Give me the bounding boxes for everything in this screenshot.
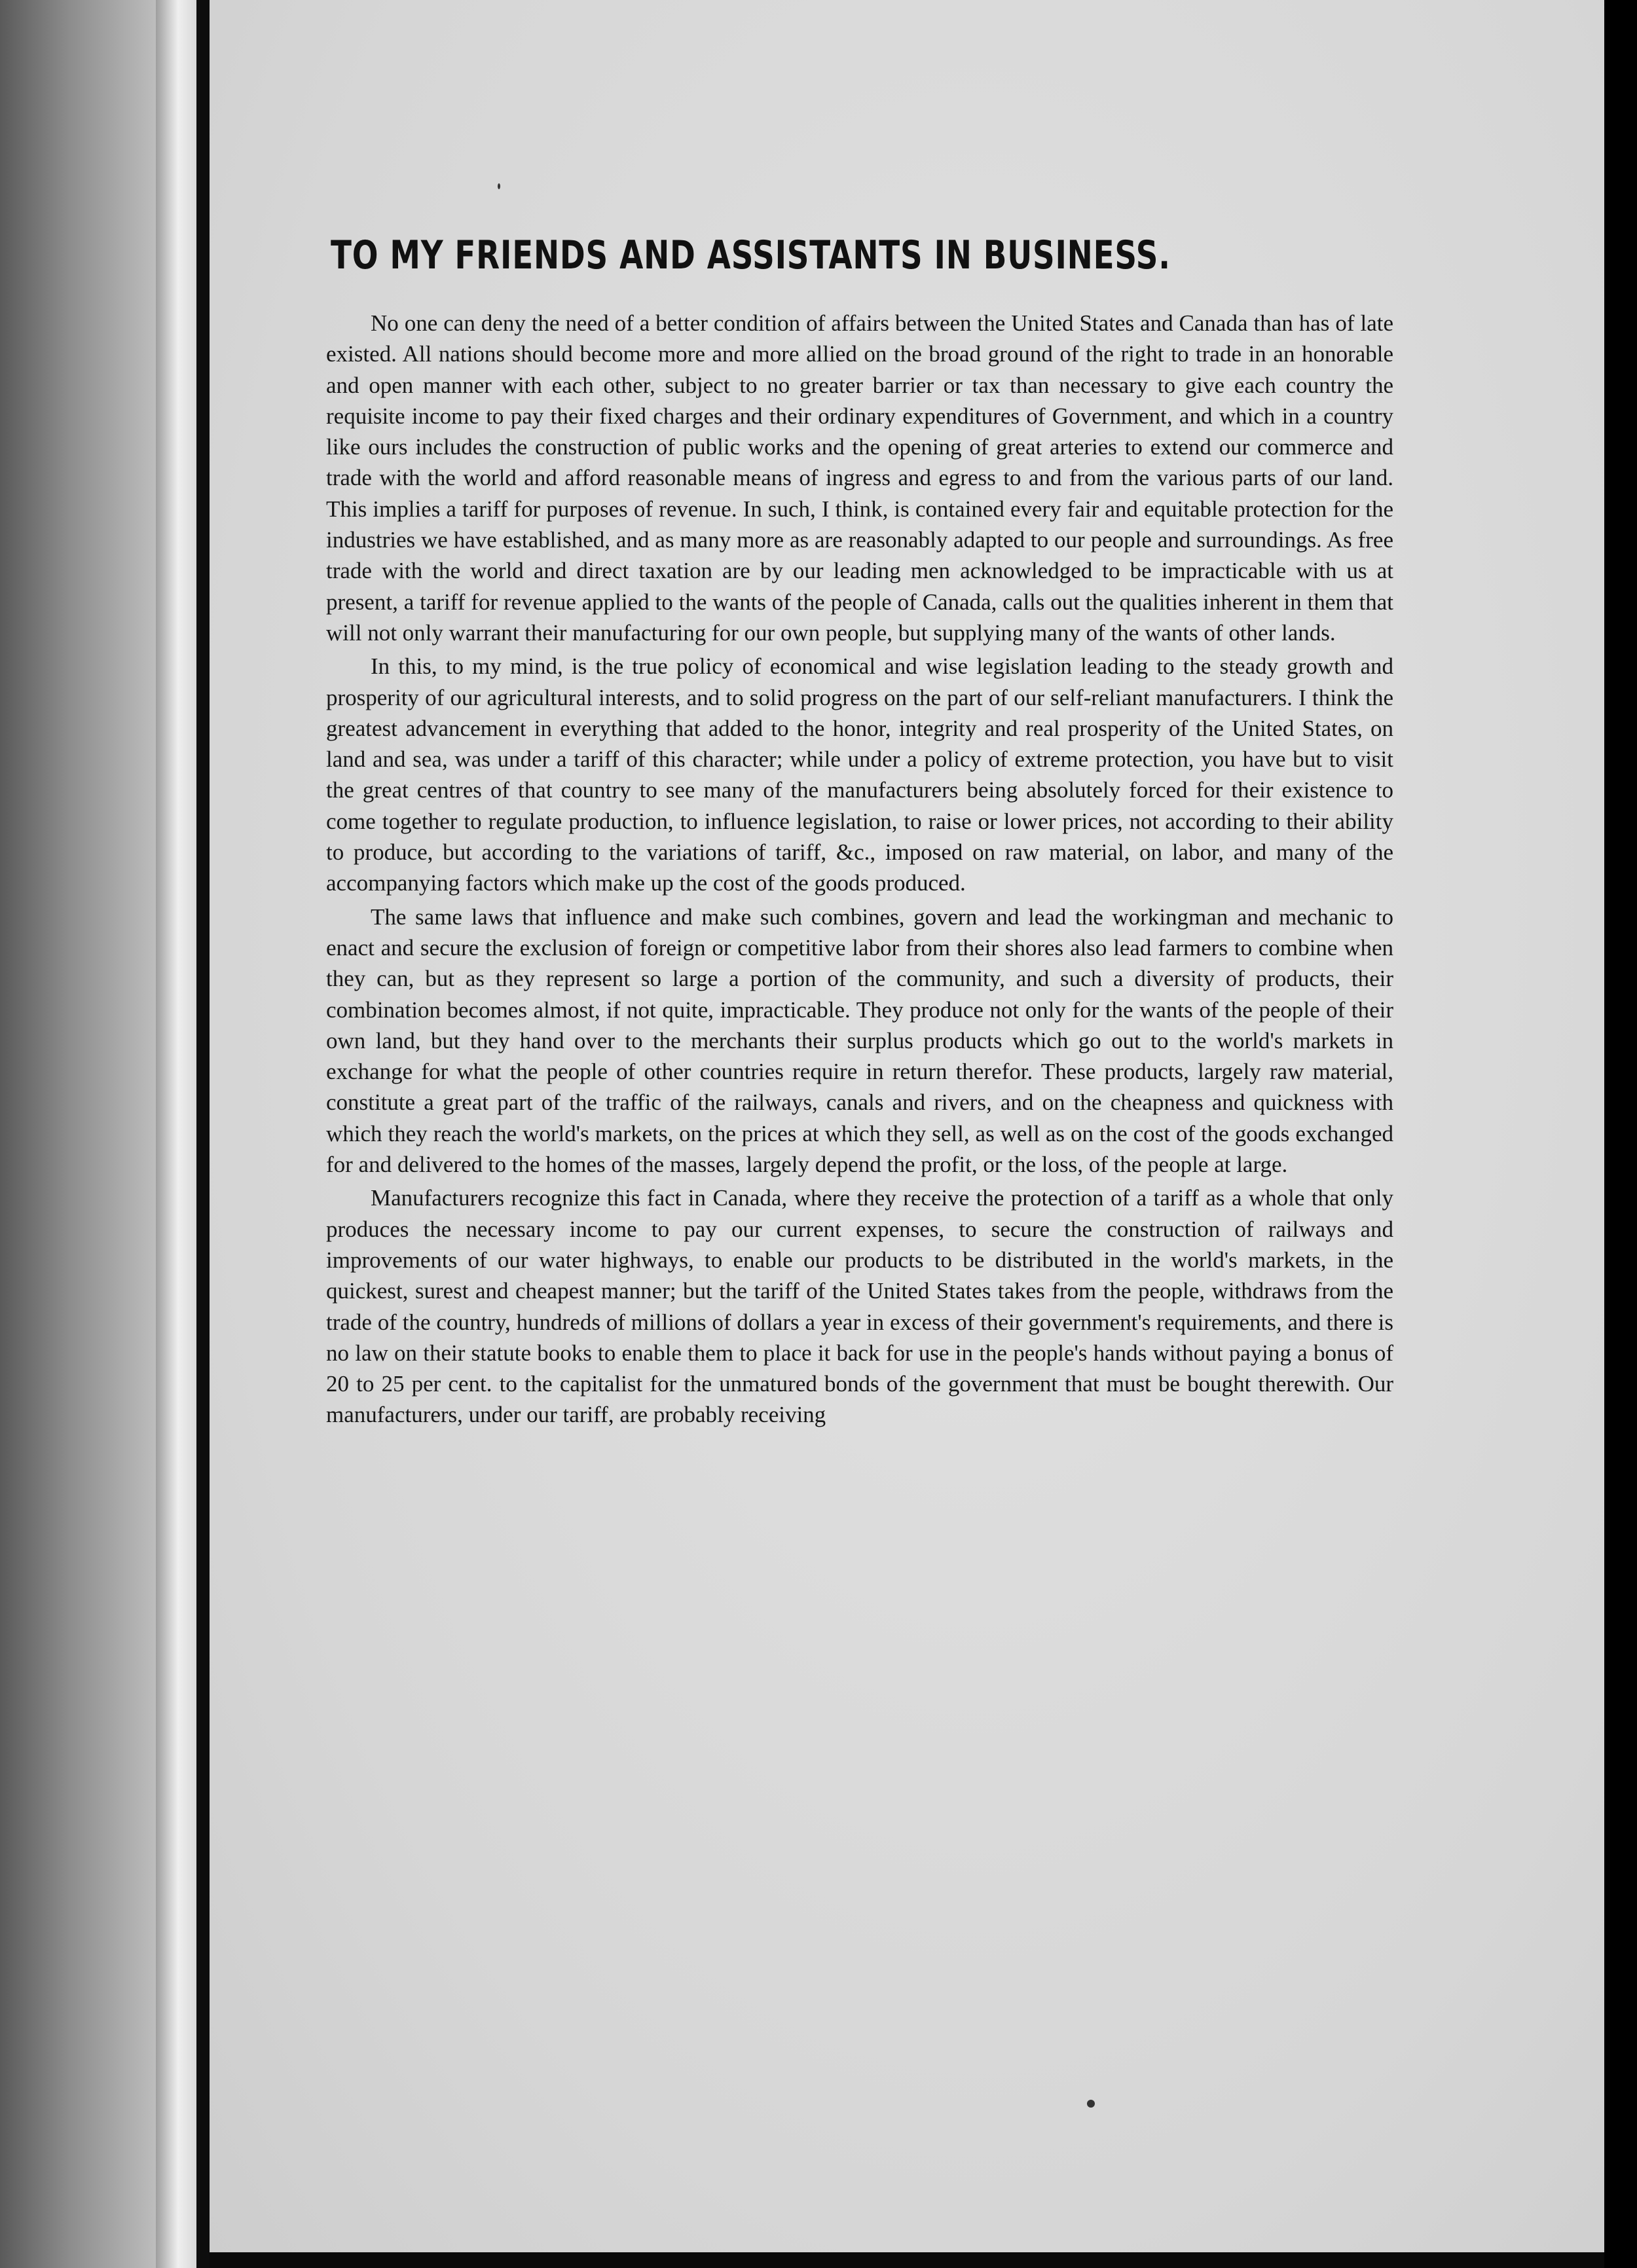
right-scan-edge <box>1604 0 1637 2268</box>
book-spine <box>156 0 196 2268</box>
document-page <box>210 0 1604 2252</box>
body-text <box>326 308 1393 1431</box>
facing-page-edge <box>0 0 156 2268</box>
bottom-scan-edge <box>210 2252 1604 2268</box>
ink-speck <box>1087 2100 1095 2108</box>
paragraph-3: The same laws that influence and make such combines, govern and lead the workingman and mechanic to enact and secure the exclusion of foreign or competitive labor from their shores also lead farmers to combine when they can, but as they represent so large a portion of the community, and such a diversity of products, their combination becomes almost, if not quite, impracticable. They produce not only for the wants of the people of their own land, but they hand over to the merchants their surplus products which go out to the world's markets in exchange for what the people of other countries require in return therefor. These products, largely raw material, constitute a great part of the traffic of the railways, canals and rivers, and on the cheapness and quickness with which they reach the world's markets, on the prices at which they sell, as well as on the cost of the goods exchanged for and delivered to the homes of the masses, largely depend the profit, or the loss, of the people at large. <box>326 904 1393 1178</box>
ink-speck <box>498 183 500 189</box>
paragraph-4: Manufacturers recognize this fact in Canada, where they receive the protection of a tariff as a whole that only produces the necessary income to pay our current expenses, to secure the construction of railways and improvements of our water highways, to enable our products to be distributed in the world's markets, in the quickest, surest and cheapest manner; but the tariff of the United States takes from the people, withdraws from the trade of the country, hundreds of millions of dollars a year in excess of their government's requirements, and there is no law on their statute books to enable them to place it back for use in the people's hands without paying a bonus of 20 to 25 per cent. to the capitalist for the unmatured bonds of the government that must be bought therewith. Our manufacturers, under our tariff, are probably receiving <box>326 1185 1393 1428</box>
paragraph-2: In this, to my mind, is the true policy of economical and wise legislation leading to the steady growth and prosperity of our agricultural interests, and to solid progress on the part of our self-reliant manufacturers. I think the greatest advancement in everything that added to the honor, integrity and real prosperity of the United States, on land and sea, was under a tariff of this character; while under a policy of extreme protection, you have but to visit the great centres of that country to see many of the manufacturers being absolutely forced for their existence to come together to regulate production, to influence legislation, to raise or lower prices, not according to their ability to produce, but according to the variations of tariff, &c., imposed on raw material, on labor, and many of the accompanying factors which make up the cost of the goods produced. <box>326 653 1393 896</box>
paragraph-1: No one can deny the need of a better condition of affairs between the United States and Canada than has of late existed. All nations should become more and more allied on the broad ground of the right to trade in an honorable and open manner with each other, subject to no greater barrier or tax than necessary to give each country the requisite income to pay their fixed charges and their ordinary expenditures of Government, and which in a country like ours includes the construction of public works and the opening of great arteries to extend our commerce and trade with the world and afford reasonable means of ingress and egress to and from the various parts of our land. This implies a tariff for purposes of revenue. In such, I think, is contained every fair and equitable protection for the industries we have established, and as many more as are reasonably adapted to our people and surroundings. As free trade with the world and direct taxation are by our leading men acknowledged to be impracticable with us at present, a tariff for revenue applied to the wants of the people of Canada, calls out the qualities inherent in them that will not only warrant their manufacturing for our own people, but supplying many of the wants of other lands. <box>326 310 1393 646</box>
page-title: TO MY FRIENDS AND ASSISTANTS IN BUSINESS. <box>331 232 1171 278</box>
page-gutter <box>196 0 210 2268</box>
